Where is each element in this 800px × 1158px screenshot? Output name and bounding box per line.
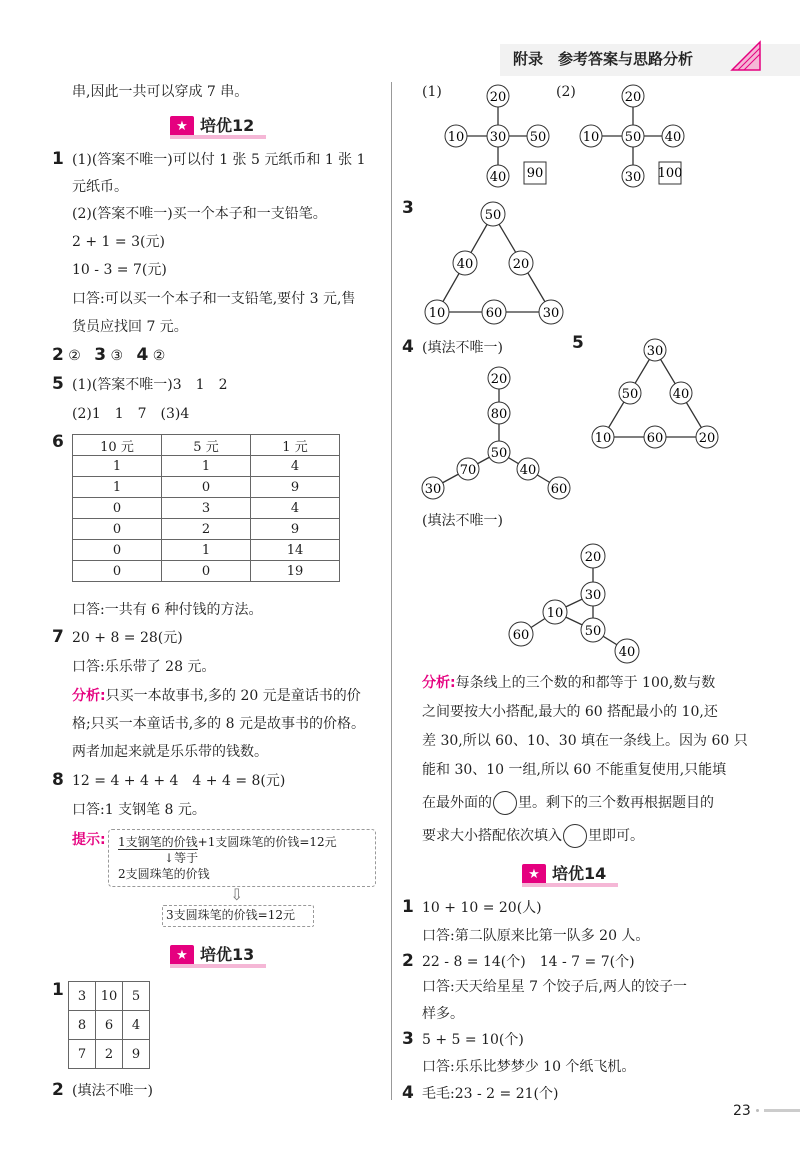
sum-box	[658, 162, 683, 184]
grid-cell: 3	[69, 982, 96, 1011]
r-q5-text: (填法不唯一)	[422, 513, 503, 529]
svg-text:40: 40	[664, 130, 682, 145]
analysis-line	[422, 789, 714, 817]
svg-text:10: 10	[546, 606, 564, 621]
table-row	[73, 519, 340, 540]
cross-diagram-2	[565, 80, 695, 190]
q1-line: (2)(答案不唯一)买一个本子和一支铅笔。	[72, 206, 327, 222]
table-row	[73, 540, 340, 561]
svg-text:20: 20	[490, 372, 508, 387]
r-q5-number: 5	[572, 333, 584, 353]
grid-cell: 8	[69, 1011, 96, 1040]
section-14-badge	[522, 861, 618, 887]
hint-line	[118, 834, 337, 850]
star-diagram-4	[415, 362, 575, 504]
table-row	[73, 561, 340, 582]
down-arrow-icon: ↓	[164, 851, 175, 865]
q2-sub2-label: (2)	[556, 84, 576, 100]
svg-text:40: 40	[618, 645, 636, 660]
table-cell: 1	[162, 540, 251, 561]
q8-line: 12 = 4 + 4 + 4 4 + 4 = 8(元)	[72, 773, 286, 789]
q7-number: 7	[52, 627, 64, 647]
svg-text:90: 90	[526, 166, 544, 181]
node-circle	[457, 458, 479, 480]
section-13-title: 培优13	[200, 945, 255, 964]
intro-line: 串,因此一共可以穿成 7 串。	[72, 84, 249, 100]
q7-analysis	[72, 686, 361, 706]
analysis-text: 能和 30、10 一组,所以 60 不能重复使用,只能填	[422, 762, 727, 778]
svg-text:50: 50	[490, 446, 508, 461]
svg-text:40: 40	[456, 257, 474, 272]
hint-equal-text: 等于	[174, 851, 199, 865]
q5-line: (1)(答案不唯一)3 1 2	[72, 377, 228, 393]
grid-cell: 6	[96, 1011, 123, 1040]
grid-cell: 5	[123, 982, 150, 1011]
node-circle	[644, 339, 666, 361]
node-circle	[487, 165, 509, 187]
analysis-text: 只买一本故事书,多的 20 元是童话书的价	[105, 688, 361, 704]
node-circle	[615, 639, 639, 663]
q8-line: 口答:1 支钢笔 8 元。	[72, 802, 206, 818]
hint-label: 提示:	[72, 832, 106, 848]
q3-number: 3	[94, 345, 107, 365]
node-circle	[696, 426, 718, 448]
hint-equal	[164, 851, 198, 865]
node-circle	[445, 125, 467, 147]
node-circle	[509, 622, 533, 646]
svg-text:30: 30	[624, 170, 642, 185]
svg-text:60: 60	[646, 431, 664, 446]
node-circle	[517, 458, 539, 480]
node-circle	[527, 125, 549, 147]
magic-square	[68, 981, 150, 1069]
table-cell: 14	[251, 540, 340, 561]
r-q4-number: 4	[402, 337, 414, 357]
hint-term-sum: +1支圆珠笔的价钱=12元	[197, 835, 337, 849]
analysis-text: 在最外面的	[422, 795, 492, 811]
node-circle	[581, 544, 605, 568]
triangle-star-diagram	[505, 540, 645, 666]
s14-q1-number: 1	[402, 897, 414, 917]
table-cell: 1	[73, 477, 162, 498]
analysis-text: 差 30,所以 60、10、30 填在一条线上。因为 60 只	[422, 733, 748, 749]
node-circle	[509, 251, 533, 275]
s14-line: 5 + 5 = 10(个)	[422, 1032, 524, 1048]
hint-result: 3支圆珠笔的价钱=12元	[166, 908, 295, 922]
svg-text:50: 50	[624, 130, 642, 145]
svg-text:50: 50	[484, 208, 502, 223]
node-circle	[622, 165, 644, 187]
node-circle	[539, 300, 563, 324]
triangle-diagram-3	[415, 196, 575, 326]
hint-line: 2支圆珠笔的价钱	[118, 867, 210, 881]
q8-number: 8	[52, 770, 64, 790]
s14-q4-number: 4	[402, 1083, 414, 1103]
table-row	[73, 498, 340, 519]
svg-text:50: 50	[584, 624, 602, 639]
grid-cell: 4	[123, 1011, 150, 1040]
q6-answer: 口答:一共有 6 种付钱的方法。	[72, 602, 263, 618]
svg-text:30: 30	[489, 130, 507, 145]
node-circle	[488, 367, 510, 389]
analysis-label: 分析:	[72, 688, 106, 704]
star-icon: ★	[522, 864, 546, 886]
grid-cell: 2	[96, 1040, 123, 1069]
footer-dot	[756, 1109, 759, 1112]
node-circle	[548, 477, 570, 499]
analysis-text: 里。剩下的三个数再根据题目的	[518, 795, 714, 811]
blank-circle-icon	[563, 824, 587, 848]
table-cell: 0	[162, 561, 251, 582]
svg-text:50: 50	[529, 130, 547, 145]
node-circle	[425, 300, 449, 324]
s14-line: 口答:天天给星星 7 个饺子后,两人的饺子一	[422, 979, 687, 995]
s14-line: 口答:第二队原来比第一队多 20 人。	[422, 928, 650, 944]
node-circle	[422, 477, 444, 499]
node-circle	[488, 441, 510, 463]
analysis-label: 分析:	[422, 675, 456, 691]
table-cell: 0	[73, 498, 162, 519]
node-circle	[581, 618, 605, 642]
ruler-triangle-icon	[730, 40, 764, 74]
analysis-text: 要求大小搭配依次填入	[422, 828, 562, 844]
s13-q2-number: 2	[52, 1080, 64, 1100]
star-icon: ★	[170, 945, 194, 967]
q2-q4-answers	[52, 345, 165, 366]
svg-text:20: 20	[512, 257, 530, 272]
table-cell: 2	[162, 519, 251, 540]
svg-text:30: 30	[542, 306, 560, 321]
s14-line: 10 + 10 = 20(人)	[422, 900, 542, 916]
svg-text:10: 10	[594, 431, 612, 446]
q1-line: 2 + 1 = 3(元)	[72, 234, 165, 250]
section-13-badge	[170, 942, 266, 968]
svg-text:20: 20	[698, 431, 716, 446]
table-header: 10 元	[73, 435, 162, 456]
svg-text:40: 40	[489, 170, 507, 185]
s14-line: 样多。	[422, 1006, 464, 1022]
svg-text:70: 70	[459, 463, 477, 478]
badge-underline	[170, 964, 266, 968]
badge-underline	[522, 883, 618, 887]
table-cell: 4	[251, 498, 340, 519]
node-circle	[481, 202, 505, 226]
node-circle	[580, 125, 602, 147]
analysis-line	[422, 822, 644, 850]
s14-q3-number: 3	[402, 1029, 414, 1049]
node-circle	[592, 426, 614, 448]
svg-text:40: 40	[672, 387, 690, 402]
q1-line: 货员应找回 7 元。	[72, 319, 188, 335]
down-hollow-arrow-icon: ⇩	[230, 885, 244, 904]
grid-cell: 7	[69, 1040, 96, 1069]
q1-line: 10 - 3 = 7(元)	[72, 262, 167, 278]
analysis-text: 里即可。	[588, 828, 644, 844]
node-circle	[622, 125, 644, 147]
table-cell: 0	[73, 519, 162, 540]
grid-row	[69, 1011, 150, 1040]
header-title: 附录 参考答案与思路分析	[513, 50, 694, 68]
sum-box	[524, 162, 546, 184]
r-q4-text: (填法不唯一)	[422, 340, 503, 356]
node-circle	[487, 125, 509, 147]
node-circle	[619, 382, 641, 404]
star-icon: ★	[170, 116, 194, 138]
svg-text:20: 20	[624, 90, 642, 105]
svg-text:80: 80	[490, 407, 508, 422]
q1-line: 元纸币。	[72, 179, 128, 195]
grid-row	[69, 982, 150, 1011]
section-14-title: 培优14	[552, 864, 607, 883]
svg-text:20: 20	[489, 90, 507, 105]
analysis-text: 两者加起来就是乐乐带的钱数。	[72, 744, 268, 760]
q4-answer: ②	[152, 348, 166, 364]
table-row	[73, 477, 340, 498]
table-cell: 1	[73, 456, 162, 477]
svg-text:60: 60	[550, 482, 568, 497]
svg-text:60: 60	[485, 306, 503, 321]
r-q3-number: 3	[402, 198, 414, 218]
svg-text:40: 40	[519, 463, 537, 478]
table-cell: 19	[251, 561, 340, 582]
node-circle	[581, 582, 605, 606]
node-circle	[543, 600, 567, 624]
triangle-diagram-5	[585, 334, 725, 456]
q4-number: 4	[136, 345, 149, 365]
table-row	[73, 456, 340, 477]
table-cell: 4	[251, 456, 340, 477]
payment-table	[72, 434, 340, 582]
q5-number: 5	[52, 374, 64, 394]
footer-bar	[764, 1109, 800, 1112]
svg-text:60: 60	[512, 628, 530, 643]
r-analysis	[422, 673, 715, 693]
svg-text:10: 10	[582, 130, 600, 145]
grid-row	[69, 1040, 150, 1069]
svg-text:100: 100	[657, 166, 683, 181]
table-header: 5 元	[162, 435, 251, 456]
q7-line: 20 + 8 = 28(元)	[72, 630, 183, 646]
hint-term-pen: 1支钢笔的价钱	[118, 835, 198, 849]
svg-text:20: 20	[584, 550, 602, 565]
table-cell: 9	[251, 519, 340, 540]
q7-line: 口答:乐乐带了 28 元。	[72, 659, 216, 675]
table-cell: 0	[162, 477, 251, 498]
table-cell: 1	[162, 456, 251, 477]
q1-number: 1	[52, 149, 64, 169]
s14-line: 22 - 8 = 14(个) 14 - 7 = 7(个)	[422, 954, 635, 970]
table-header-row	[73, 435, 340, 456]
node-circle	[453, 251, 477, 275]
section-12-title: 培优12	[200, 116, 255, 135]
node-circle	[488, 402, 510, 424]
s13-q1-number: 1	[52, 980, 64, 1000]
table-cell: 0	[73, 561, 162, 582]
svg-text:10: 10	[447, 130, 465, 145]
svg-text:30: 30	[584, 588, 602, 603]
cross-diagram-1	[430, 80, 560, 190]
q3-answer: ③	[110, 348, 124, 364]
grid-cell: 10	[96, 982, 123, 1011]
section-12-badge	[170, 113, 266, 139]
s14-line: 口答:乐乐比梦梦少 10 个纸飞机。	[422, 1059, 636, 1075]
blank-circle-icon	[493, 791, 517, 815]
svg-text:30: 30	[424, 482, 442, 497]
grid-cell: 9	[123, 1040, 150, 1069]
q2-answer: ②	[68, 348, 81, 364]
s14-line: 毛毛:23 - 2 = 21(个)	[422, 1086, 559, 1102]
s13-q2-text: (填法不唯一)	[72, 1083, 153, 1099]
svg-text:50: 50	[621, 387, 639, 402]
q2-number: 2	[52, 345, 64, 365]
node-circle	[487, 85, 509, 107]
svg-text:30: 30	[646, 344, 664, 359]
column-divider	[391, 82, 392, 1100]
q5-line: (2)1 1 7 (3)4	[72, 406, 190, 422]
analysis-text: 每条线上的三个数的和都等于 100,数与数	[455, 675, 716, 691]
node-circle	[670, 382, 692, 404]
table-cell: 3	[162, 498, 251, 519]
page-number: 23	[733, 1103, 751, 1119]
table-header: 1 元	[251, 435, 340, 456]
table-cell: 0	[73, 540, 162, 561]
q2-sub1-label: (1)	[422, 84, 442, 100]
table-cell: 9	[251, 477, 340, 498]
analysis-text: 之间要按大小搭配,最大的 60 搭配最小的 10,还	[422, 704, 718, 720]
q1-line: (1)(答案不唯一)可以付 1 张 5 元纸币和 1 张 1	[72, 152, 366, 168]
node-circle	[622, 85, 644, 107]
node-circle	[482, 300, 506, 324]
analysis-text: 格;只买一本童话书,多的 8 元是故事书的价格。	[72, 716, 365, 732]
node-circle	[662, 125, 684, 147]
q6-number: 6	[52, 432, 64, 452]
node-circle	[644, 426, 666, 448]
q1-line: 口答:可以买一个本子和一支铅笔,要付 3 元,售	[72, 291, 356, 307]
svg-text:10: 10	[428, 306, 446, 321]
badge-underline	[170, 135, 266, 139]
s14-q2-number: 2	[402, 951, 414, 971]
